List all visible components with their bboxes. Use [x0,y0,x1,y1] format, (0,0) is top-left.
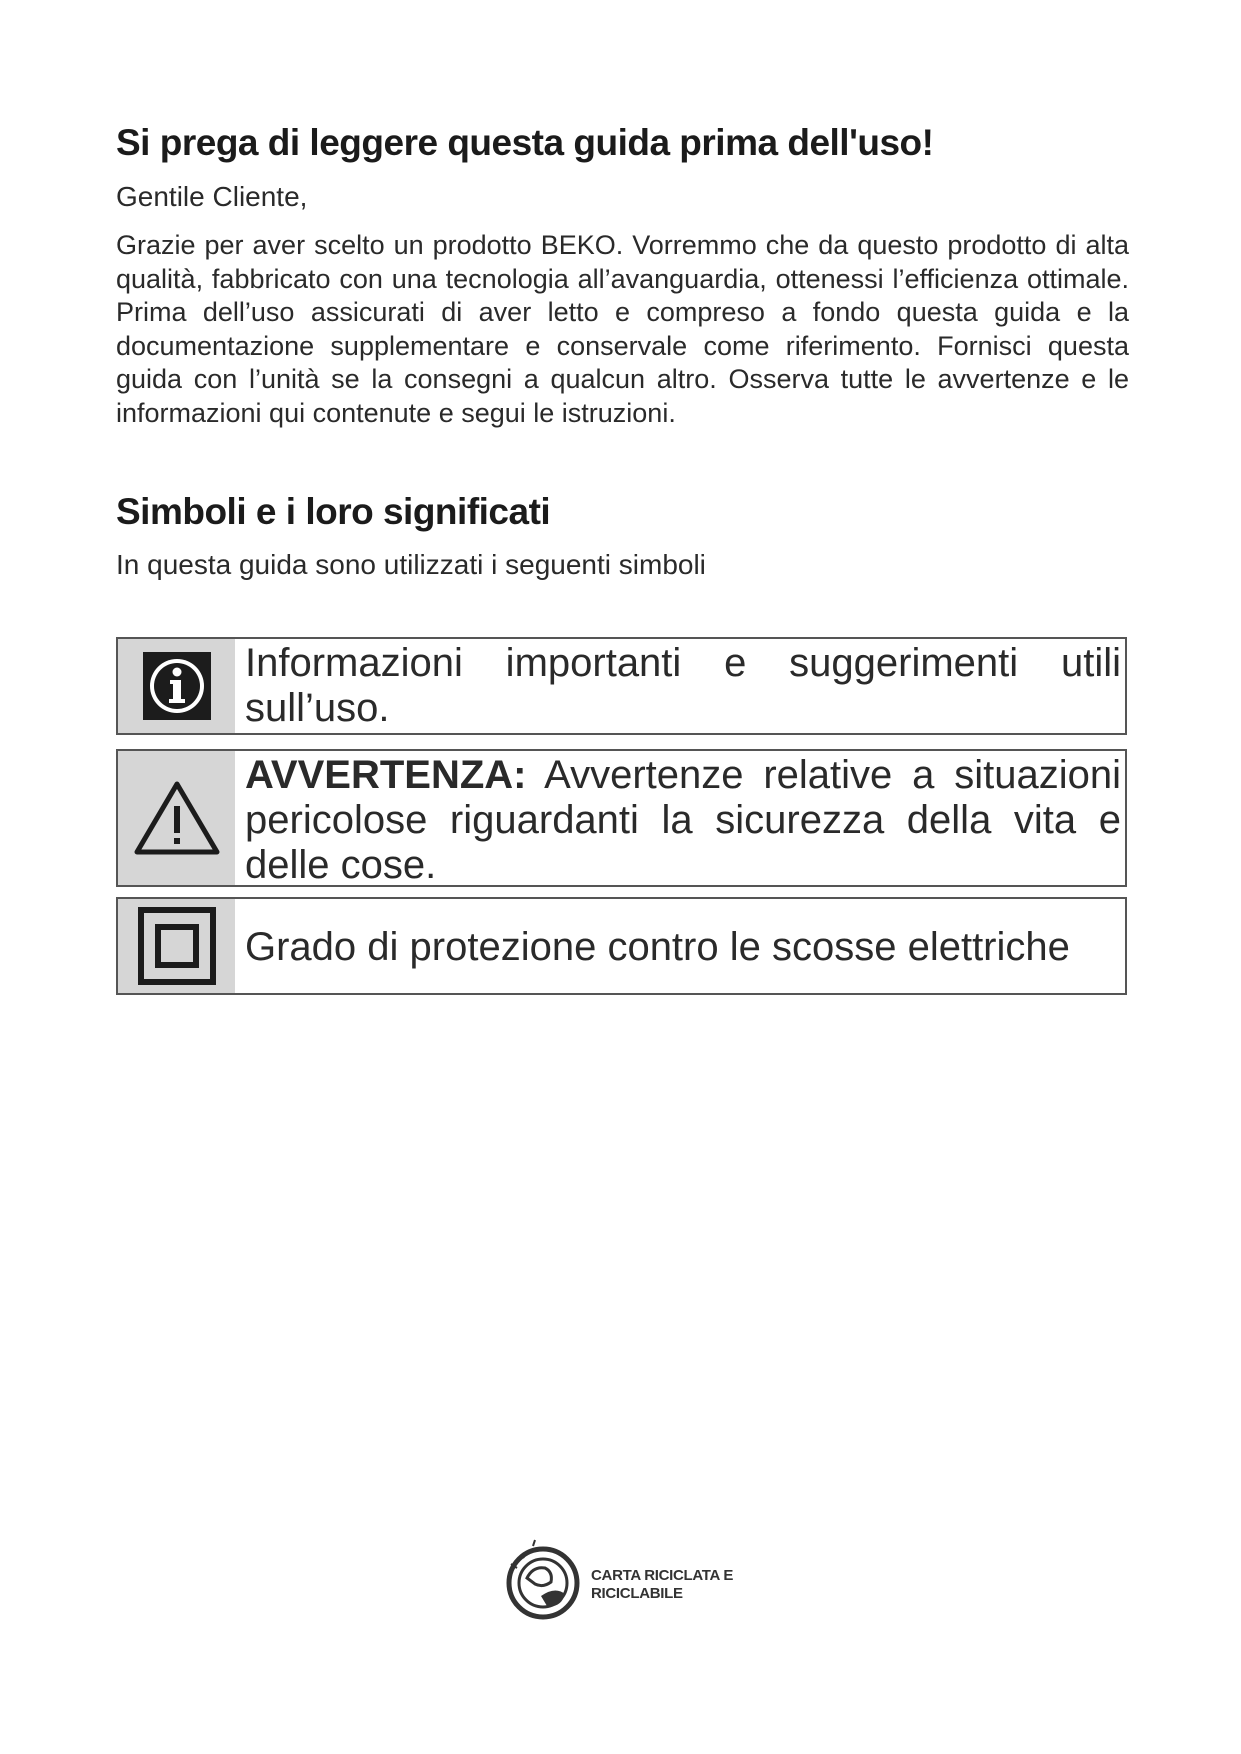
warning-description: Avvertenze relative a situazioni pericolose riguardanti la sicurezza della vita e delle cose. [245,753,1121,887]
symbol-info-text: Informazioni importanti e suggerimenti utili sull’uso. [245,641,1121,730]
symbol-row-info [116,637,1127,735]
info-icon [118,639,235,733]
recycled-paper-icon [503,1538,583,1633]
footer-logo [503,1535,743,1635]
symbol-warning-text [235,751,1125,885]
page-title: Si prega di leggere questa guida prima dell'uso! [116,122,934,163]
symbol-protection-text: Grado di protezione contro le scosse elettriche [245,924,1070,969]
footer-logo-text: CARTA RICICLATA E RICICLABILE [591,1567,734,1602]
symbol-row-warning [116,749,1127,887]
salutation: Gentile Cliente, [116,181,308,212]
warning-triangle-icon [118,751,235,885]
symbol-row-protection [116,897,1127,995]
symbols-heading: Simboli e i loro significati [116,491,551,532]
double-insulation-icon [118,899,235,993]
symbols-intro: In questa guida sono utilizzati i seguenti simboli [116,549,706,580]
warning-label: AVVERTENZA: [245,753,527,797]
intro-paragraph: Grazie per aver scelto un prodotto BEKO. Vorremmo che da questo prodotto di alta qualità, fabbricato con una tecnologia all’avanguardia, ottenessi l’efficienza ottimale. Prima dell’uso assicurati di aver letto e compreso a fondo questa guida e la documentazione supplementare e conservale come riferimento. Fornisci questa guida con l’unità se la consegni a qualcun altro. Osserva tutte le avvertenze e le informazioni qui contenute e segui le istruzioni. [116,230,1129,428]
